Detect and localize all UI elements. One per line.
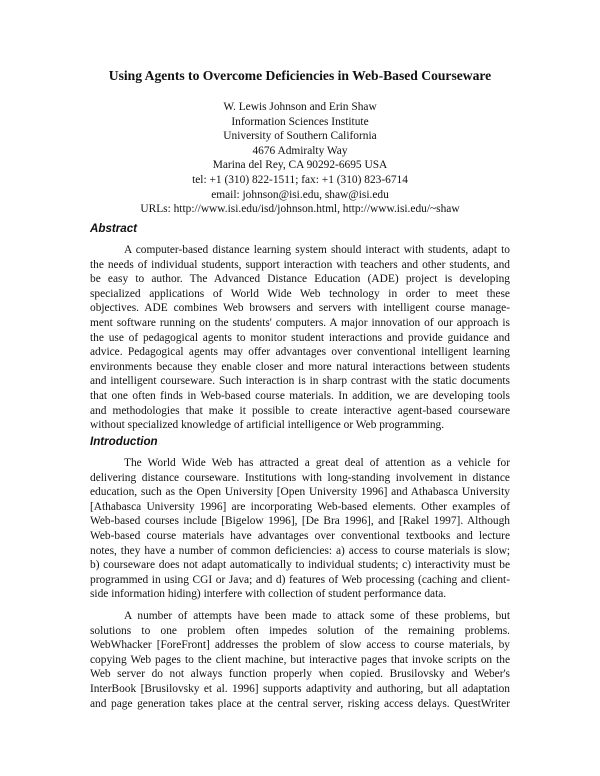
text-line: A number of attempts have been made to attack some of these problems, but xyxy=(124,610,510,622)
text-line: Web-based courses include [Bigelow 1996], [De Bra 1996], and [Rakel 1997]. Although xyxy=(90,515,510,528)
text-line: without specialized knowledge of artificial intelligence or Web programming. xyxy=(90,419,445,432)
introduction-paragraph-1 xyxy=(90,456,510,602)
text-line: the needs of individual students, support interaction with teachers and other students, and xyxy=(90,258,510,271)
text-line: that one often finds in Web-based course materials. In addition, we are developing tools xyxy=(90,389,510,402)
text-line: objectives. ADE combines Web browsers and servers with intelligent course manage- xyxy=(90,302,510,315)
introduction-heading: Introduction xyxy=(90,435,158,448)
author-line: URLs: http://www.isi.edu/isd/johnson.html, http://www.isi.edu/~shaw xyxy=(140,203,460,216)
author-line: tel: +1 (310) 822-1511; fax: +1 (310) 823-6714 xyxy=(192,173,408,186)
text-line: notes, they have a number of common deficiencies: a) access to course materials is slow; xyxy=(90,544,510,557)
abstract-heading: Abstract xyxy=(90,222,138,235)
text-line: [Athabasca University 1996] are incorporating Web-based elements. Other examples of xyxy=(90,500,510,513)
abstract-paragraph xyxy=(90,243,510,433)
text-line: Web-based course materials have advantages over conventional textbooks and lecture xyxy=(90,529,510,542)
text-line: and page generation takes place at the central server, risking access delays. QuestWriter xyxy=(90,697,510,710)
text-line: environments because they enable closer and more natural interactions between students xyxy=(90,360,510,373)
text-line: delivering distance courseware. Institutions with long-standing involvement in distance xyxy=(90,471,510,484)
text-line: specialized applications of World Wide Web technology in order to meet these xyxy=(90,287,510,300)
text-line: copying Web pages to the client machine, but interactive pages that invoke scripts on the xyxy=(90,653,510,666)
author-block xyxy=(60,100,540,217)
text-line: Web server do not always function properly when copied. Brusilovsky and Weber's xyxy=(90,668,510,681)
text-line: solutions to one problem often impedes solution of the remaining problems. xyxy=(90,624,510,637)
introduction-paragraph-2 xyxy=(90,609,510,711)
text-line: side information hiding) interfere with collection of student performance data. xyxy=(90,588,447,601)
text-line: education, such as the Open University [Open University 1996] and Athabasca University xyxy=(90,486,510,499)
author-line: W. Lewis Johnson and Erin Shaw xyxy=(223,101,377,113)
text-line: advice. Pedagogical agents may offer advantages over conventional intelligent learning xyxy=(90,346,510,359)
author-line: University of Southern California xyxy=(223,130,377,143)
text-line: b) courseware does not adapt automatically to individual students; c) interactivity must be xyxy=(90,559,510,572)
author-line: 4676 Admiralty Way xyxy=(252,144,348,157)
text-line: be easy to author. The Advanced Distance Education (ADE) project is developing xyxy=(90,273,510,286)
text-line: WebWhacker [ForeFront] addresses the problem of slow access to course materials, by xyxy=(90,639,510,652)
text-line: The World Wide Web has attracted a great deal of attention as a vehicle for xyxy=(124,457,510,469)
author-line: Information Sciences Institute xyxy=(231,115,369,128)
text-line: the use of pedagogical agents to monitor student interactions and provide guidance and xyxy=(90,331,510,344)
text-line: A computer-based distance learning system should interact with students, adapt to xyxy=(124,244,510,256)
paper-title: Using Agents to Overcome Deficiencies in Web-Based Courseware xyxy=(108,68,492,83)
text-line: and methodologies that make it possible to create interactive agent-based courseware xyxy=(90,404,510,417)
text-line: programmed in using CGI or Java; and d) features of Web processing (caching and client- xyxy=(90,573,510,586)
text-line: and intelligent courseware. Such interaction is in sharp contrast with the static documents xyxy=(90,375,510,388)
author-line: email: johnson@isi.edu, shaw@isi.edu xyxy=(211,188,389,201)
text-line: InterBook [Brusilovsky et al. 1996] supports adaptivity and authoring, but all adaptation xyxy=(90,682,510,695)
author-line: Marina del Rey, CA 90292-6695 USA xyxy=(212,159,388,172)
text-line: ment software running on the students' computers. A major innovation of our approach is xyxy=(90,316,510,329)
